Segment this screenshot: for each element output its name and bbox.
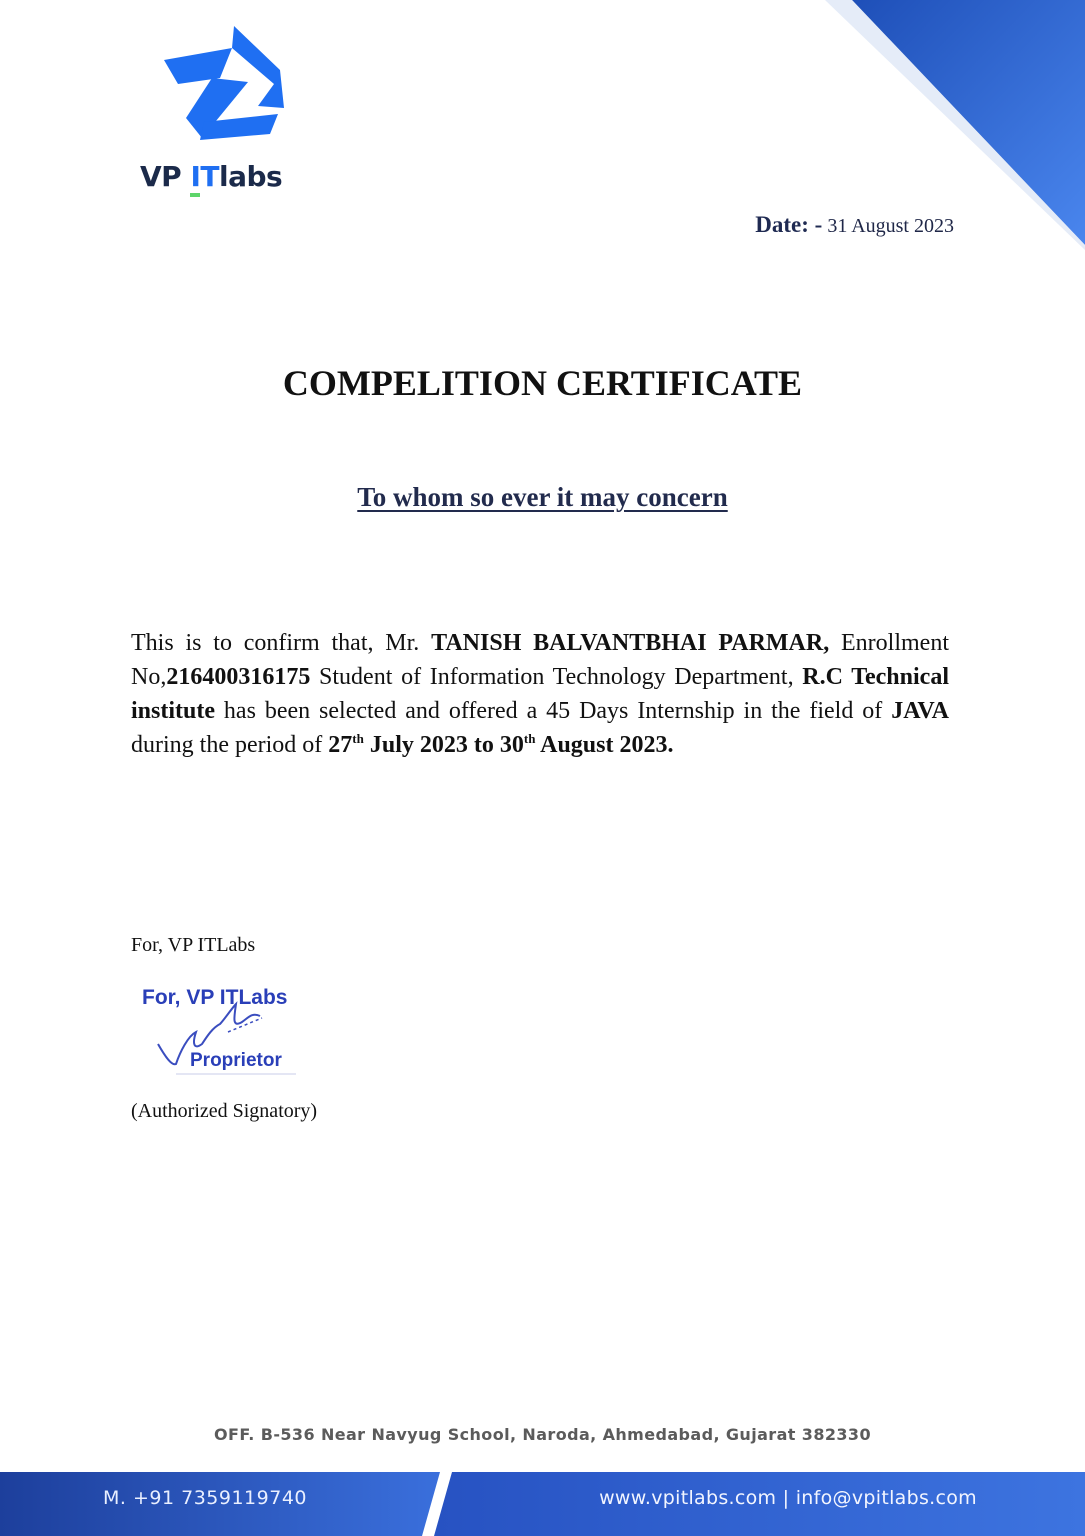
for-company-label: For, VP ITLabs bbox=[131, 934, 256, 956]
certificate-body: This is to confirm that, Mr. TANISH BALVANTBHAI PARMAR, Enrollment No,216400316175 Student of Information Technology Department, R.C Technical institute has been selected and offered a 45 Days Internship in the field of JAVA during the period of 27th July 2023 to 30th August 2023. bbox=[131, 630, 949, 758]
page-title: COMPELITION CERTIFICATE bbox=[282, 363, 803, 403]
footer-website-email[interactable]: www.vpitlabs.com | info@vpitlabs.com bbox=[599, 1487, 977, 1509]
stamp-company-text: For, VP ITLabs bbox=[142, 986, 288, 1009]
student-name: TANISH BALVANTBHAI PARMAR, bbox=[431, 630, 830, 656]
internship-field: JAVA bbox=[891, 698, 949, 724]
company-logo bbox=[140, 22, 320, 193]
office-address: OFF. B-536 Near Navyug School, Naroda, Ahmedabad, Gujarat 382330 bbox=[213, 1425, 871, 1444]
authorized-signatory-label: (Authorized Signatory) bbox=[131, 1100, 318, 1122]
signature-stamp bbox=[136, 978, 306, 1078]
enrollment-number: 216400316175 bbox=[166, 664, 311, 690]
stamp-proprietor-text: Proprietor bbox=[190, 1050, 282, 1071]
footer-phone[interactable]: M. +91 7359119740 bbox=[103, 1487, 307, 1509]
salutation: To whom so ever it may concern bbox=[357, 482, 728, 512]
internship-period: 27th July 2023 to 30th August 2023. bbox=[328, 731, 674, 758]
date-value: 31 August 2023 bbox=[827, 215, 954, 237]
certificate-date bbox=[755, 212, 954, 238]
logo-mark-icon bbox=[160, 22, 290, 142]
institute-name: R.C Technical institute bbox=[131, 664, 949, 724]
date-label: Date: - bbox=[755, 212, 823, 237]
logo-wordmark: VP ITlabs bbox=[140, 160, 320, 193]
